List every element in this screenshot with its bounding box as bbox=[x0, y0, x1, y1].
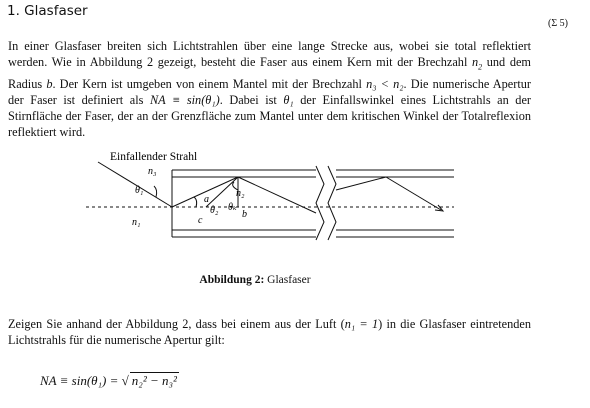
n1-equation: n₁ = 1 bbox=[344, 317, 379, 331]
n2-symbol: $n_2$ bbox=[471, 55, 483, 72]
thetak-label: θₖ bbox=[228, 202, 237, 213]
intro-paragraph bbox=[8, 38, 531, 141]
task-paragraph bbox=[8, 316, 531, 348]
task-text: ) in die Glasfaser eintretenden Lichtstrahls für die numerische Apertur gilt: bbox=[8, 317, 531, 348]
n1-label: n₁ bbox=[132, 217, 141, 228]
task-text: Zeigen Sie anhand der Abbildung 2, dass bei einem aus der Luft ( bbox=[8, 317, 345, 331]
intro-text: . Dabei ist bbox=[219, 93, 284, 108]
section-heading: 1. Glasfaser bbox=[7, 3, 88, 19]
theta2-label: θ₂ bbox=[210, 205, 219, 216]
points-label: (Σ 5) bbox=[548, 18, 568, 29]
theta1-label: θ₁ bbox=[135, 185, 144, 196]
na-definition: NA ≡ sin(θ₁) bbox=[149, 93, 220, 108]
intro-text: und dem Radius bbox=[8, 55, 531, 91]
intro-text: . Der Kern ist umgeben von einem Mantel mit der Brechzahl bbox=[52, 76, 367, 91]
formula-radicand: n₂² − n₃² bbox=[131, 373, 177, 388]
incoming-ray-label: Einfallender Strahl bbox=[110, 151, 198, 163]
intro-text: der Einfallswinkel eines Lichtstrahls an der Stirnfläche der Faser, der an der Grenzfläche zum Mantel unter dem kritischen Winkel der Totalreflexion reflektiert wird. bbox=[8, 93, 532, 140]
b-symbol: b bbox=[46, 76, 53, 91]
b-label: b bbox=[242, 209, 247, 220]
na-formula: NA ≡ sin(θ₁) = √ n₂² − n₃² bbox=[40, 373, 177, 388]
intro-text: In einer Glasfaser breiten sich Lichtstrahlen über eine lange Strecke aus, wobei sie total reflektiert werden. Wie in Abbildung 2 gezeigt, besteht die Faser aus einem Kern mit der Brechzahl bbox=[8, 39, 531, 70]
n2-label: n₂ bbox=[236, 188, 245, 199]
n3-label: n₃ bbox=[148, 166, 157, 177]
figure-caption bbox=[0, 274, 510, 286]
intro-text: . Die numerische Apertur der Faser ist definiert als bbox=[8, 76, 532, 108]
formula-lhs: NA ≡ sin(θ₁) = bbox=[40, 373, 122, 388]
caption-label: Abbildung 2: bbox=[199, 274, 265, 286]
theta1-symbol: θ₁ bbox=[283, 93, 294, 108]
caption-text: Glasfaser bbox=[264, 274, 311, 286]
c-label: c bbox=[198, 215, 203, 226]
a-label: a bbox=[204, 194, 209, 205]
fiber-diagram bbox=[86, 150, 466, 250]
index-inequality: n₃ < n₂ bbox=[366, 76, 404, 91]
